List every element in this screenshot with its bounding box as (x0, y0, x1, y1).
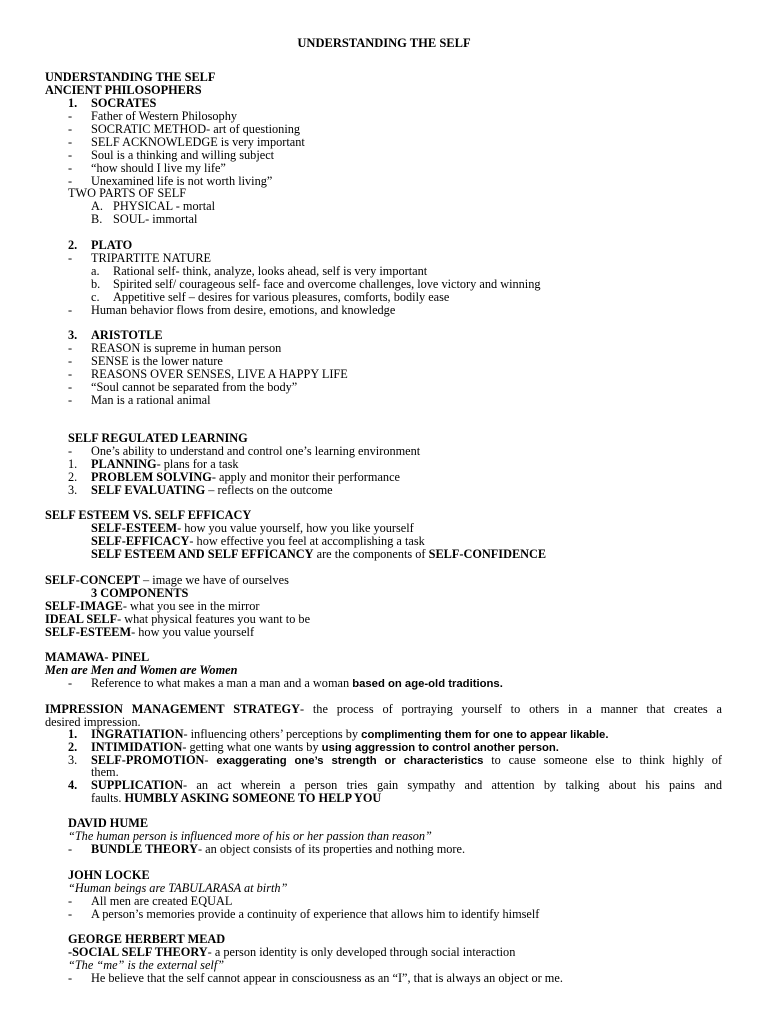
srl-definition: - plans for a task (156, 457, 239, 471)
mamawa-item-emphasis: based on age-old traditions. (352, 678, 503, 690)
hume-heading: DAVID HUME (68, 816, 149, 830)
plato-sub-item: Appetitive self – desires for various pleasures, comforts, bodily ease (113, 290, 450, 304)
mamawa-item (91, 677, 503, 691)
locke-heading: JOHN LOCKE (68, 868, 150, 882)
social-self-theory-definition: - a person identity is only developed through social interaction (207, 945, 516, 959)
part-text: PHYSICAL - mortal (113, 199, 216, 213)
bundle-theory-definition: - an object consists of its properties and nothing more. (197, 842, 466, 856)
srl-number: 1. (68, 457, 78, 471)
srl-definition: - apply and monitor their performance (211, 470, 400, 484)
bullet-dash: - (68, 894, 73, 908)
srl-item (91, 458, 239, 471)
efficacy-definition: - how effective you feel at accomplishing a task (189, 534, 425, 548)
ims-definition (45, 703, 722, 716)
aristotle-item: REASON is supreme in human person (91, 341, 282, 355)
social-self-theory-term: -SOCIAL SELF THEORY (68, 945, 208, 959)
ims-definition-end: desired impression. (45, 715, 141, 729)
srl-item (91, 471, 400, 484)
bullet-dash: - (68, 444, 73, 458)
self-esteem-term: SELF-ESTEEM (45, 625, 132, 639)
ims-item-emphasis: using aggression to control another person. (321, 742, 559, 754)
plato-sub-item: Rational self- think, analyze, looks ahead, self is very important (113, 264, 428, 278)
esteem-term: SELF-ESTEEM (91, 521, 178, 535)
socrates-item: SELF ACKNOWLEDGE is very important (91, 135, 305, 149)
two-parts-heading: TWO PARTS OF SELF (68, 186, 187, 200)
plato-number: 2. (68, 238, 78, 252)
mamawa-heading: MAMAWA- PINEL (45, 650, 150, 664)
bullet-dash: - (68, 676, 73, 690)
locke-item: A person’s memories provide a continuity of experience that allows him to identify himself (91, 907, 540, 921)
srl-description: One’s ability to understand and control one’s learning environment (91, 444, 421, 458)
plato-item: Human behavior flows from desire, emotions, and knowledge (91, 303, 396, 317)
ims-item-term: INTIMIDATION (91, 740, 183, 754)
hume-item (91, 843, 465, 856)
components-term: SELF ESTEEM AND SELF EFFICANCY (91, 547, 314, 561)
ideal-self-line (45, 613, 310, 626)
esteem-efficacy-heading: SELF ESTEEM VS. SELF EFFICACY (45, 508, 252, 522)
sub-letter: a. (91, 264, 100, 278)
srl-heading: SELF REGULATED LEARNING (68, 431, 248, 445)
efficacy-line (91, 535, 425, 548)
bullet-dash: - (68, 303, 73, 317)
socrates-item: Unexamined life is not worth living” (91, 174, 273, 188)
section-heading: UNDERSTANDING THE SELF (45, 70, 216, 84)
socrates-item: Father of Western Philosophy (91, 109, 237, 123)
esteem-definition: - how you value yourself, how you like yourself (177, 521, 414, 535)
ims-item-text: - getting what one wants by (182, 740, 322, 754)
esteem-line (91, 522, 414, 535)
ims-item-wrap (91, 792, 381, 805)
srl-number: 3. (68, 483, 78, 497)
bullet-dash: - (68, 135, 73, 149)
ims-item-text: - (204, 753, 217, 767)
part-letter: B. (91, 212, 103, 226)
ims-definition-text: - the process of portraying yourself to others in a manner that creates a (299, 702, 722, 716)
bullet-dash: - (68, 148, 73, 162)
plato-sub-item: Spirited self/ courageous self- face and overcome challenges, love victory and winning (113, 277, 541, 291)
srl-term: PROBLEM SOLVING (91, 470, 212, 484)
ims-item-emphasis: complimenting them for one to appear likable. (361, 729, 609, 741)
ims-item-emphasis: HUMBLY ASKING SOMEONE TO HELP YOU (124, 791, 382, 805)
bullet-dash: - (68, 251, 73, 265)
bullet-dash: - (68, 354, 73, 368)
aristotle-item: SENSE is the lower nature (91, 354, 223, 368)
socrates-item: SOCRATIC METHOD- art of questioning (91, 122, 301, 136)
ims-term: IMPRESSION MANAGEMENT STRATEGY (45, 702, 300, 716)
ims-item-term: SUPPLICATION (91, 778, 184, 792)
bullet-dash: - (68, 380, 73, 394)
ims-item-term: INGRATIATION (91, 727, 184, 741)
sub-letter: c. (91, 290, 100, 304)
bullet-dash: - (68, 971, 73, 985)
plato-tripartite: TRIPARTITE NATURE (91, 251, 212, 265)
ims-item-text: - influencing others’ perceptions by (183, 727, 362, 741)
ideal-self-definition: - what physical features you want to be (117, 612, 311, 626)
self-esteem-definition: - how you value yourself (131, 625, 255, 639)
bullet-dash: - (68, 907, 73, 921)
socrates-number: 1. (68, 96, 78, 110)
mamawa-quote: Men are Men and Women are Women (45, 663, 238, 677)
mead-item: He believe that the self cannot appear in consciousness as an “I”, that is always an object or me. (91, 971, 563, 985)
bullet-dash: - (68, 122, 73, 136)
aristotle-item: “Soul cannot be separated from the body” (91, 380, 298, 394)
efficacy-term: SELF-EFFICACY (91, 534, 190, 548)
bullet-dash: - (68, 174, 73, 188)
hume-quote: “The human person is influenced more of his or her passion than reason” (68, 829, 432, 843)
ims-item-text: faults. (91, 791, 125, 805)
ims-number: 1. (68, 727, 78, 741)
bullet-dash: - (68, 842, 73, 856)
aristotle-number: 3. (68, 328, 78, 342)
locke-item: All men are created EQUAL (91, 894, 233, 908)
ims-item-text: - an act wherein a person tries gain sympathy and attention by talking about his pains and (183, 778, 722, 792)
ideal-self-term: IDEAL SELF (45, 612, 118, 626)
self-concept-term: SELF-CONCEPT (45, 573, 140, 587)
components-heading: 3 COMPONENTS (91, 586, 189, 600)
socrates-heading: SOCRATES (91, 96, 157, 110)
srl-term: SELF EVALUATING (91, 483, 206, 497)
part-text: SOUL- immortal (113, 212, 198, 226)
part-letter: A. (91, 199, 103, 213)
ims-item-wrap: them. (91, 765, 119, 779)
ims-item-emphasis: exaggerating one’s strength or characteristics (216, 755, 484, 767)
aristotle-heading: ARISTOTLE (91, 328, 163, 342)
bullet-dash: - (68, 393, 73, 407)
mead-quote: “The “me” is the external self” (68, 958, 225, 972)
ims-item-term: SELF-PROMOTION (91, 753, 205, 767)
ims-item (91, 779, 722, 792)
ims-item (91, 754, 722, 768)
srl-definition: – reflects on the outcome (205, 483, 333, 497)
components-text: are the components of (313, 547, 429, 561)
bullet-dash: - (68, 109, 73, 123)
aristotle-item: REASONS OVER SENSES, LIVE A HAPPY LIFE (91, 367, 348, 381)
mead-theory (68, 946, 515, 959)
sub-letter: b. (91, 277, 101, 291)
page-title: UNDERSTANDING THE SELF (297, 36, 471, 50)
confidence-line (91, 548, 546, 561)
mamawa-item-text: Reference to what makes a man a man and a woman (91, 676, 353, 690)
ancient-philosophers-heading: ANCIENT PHILOSOPHERS (45, 83, 202, 97)
socrates-item: Soul is a thinking and willing subject (91, 148, 275, 162)
bundle-theory-term: BUNDLE THEORY (91, 842, 198, 856)
self-image-term: SELF-IMAGE (45, 599, 123, 613)
ims-number: 2. (68, 740, 78, 754)
bullet-dash: - (68, 161, 73, 175)
ims-number: 3. (68, 753, 78, 767)
bullet-dash: - (68, 341, 73, 355)
bullet-dash: - (68, 367, 73, 381)
self-image-definition: - what you see in the mirror (122, 599, 260, 613)
self-concept-definition: – image we have of ourselves (139, 573, 289, 587)
mead-heading: GEORGE HERBERT MEAD (68, 932, 226, 946)
socrates-item: “how should I live my life” (91, 161, 226, 175)
srl-item (91, 484, 333, 497)
ims-number: 4. (68, 778, 78, 792)
ims-item-text-continued: to cause someone else to think highly of (483, 753, 723, 767)
plato-heading: PLATO (91, 238, 133, 252)
locke-quote: “Human beings are TABULARASA at birth” (68, 881, 288, 895)
aristotle-item: Man is a rational animal (91, 393, 211, 407)
self-image-line (45, 600, 259, 613)
confidence-term: SELF-CONFIDENCE (428, 547, 547, 561)
srl-number: 2. (68, 470, 78, 484)
self-esteem-line (45, 626, 254, 639)
self-concept-line (45, 574, 289, 587)
srl-term: PLANNING (91, 457, 157, 471)
